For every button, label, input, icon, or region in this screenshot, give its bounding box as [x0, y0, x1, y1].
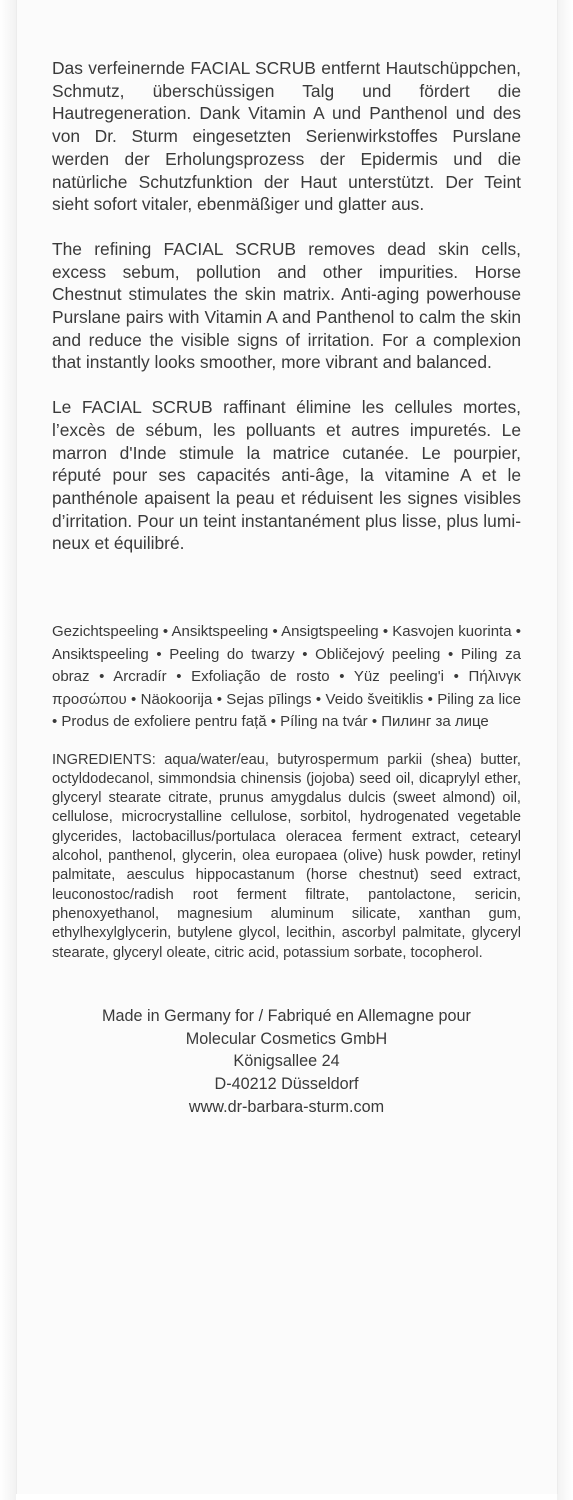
right-edge-shadow: [557, 0, 573, 1500]
city-address: D-40212 Düsseldorf: [214, 1074, 359, 1093]
product-name-translations: Gezichtspeeling • Ansiktspeeling • Ansigtspeeling • Kasvojen kuorinta • Ansiktspeeling • Peeling do twarzy • Obličejový peeling • Piling za obraz • Arcradír • Exfoliação de rosto • Yüz peeling'i • Πήλινγκ προσώπου • Näokoorija • Sejas pīlings • Veido šveitiklis • Piling za lice • Produs de exfoliere pentru față • Píling na tvár • Пилинг за лице: [52, 623, 521, 731]
ingredients-list: INGREDIENTS: aqua/water/eau, butyrospermum parkii (shea) butter, octyldodecanol, simmondsia chinensis (jojoba) seed oil, dicaprylyl ether, glyceryl stearate citrate, prunus amygdalus dulcis (sweet almond) oil, cellulose, microcrystalline cellulose, sorbitol, hydrogenated vegetable glycerides, lactobacillus/portulaca oleracea ferment extract, cetearyl alcohol, panthenol, glycerin, olea europaea (olive) husk powder, retinyl palmitate, aesculus hippocastanum (horse chestnut) seed extract, leuconostoc/radish root ferment filtrate, pantolactone, sericin, phenoxyethanol, magnesium aluminum silicate, xanthan gum, ethylhexylglycerin, butylene glycol, lecithin, ascorbyl palmitate, glyceryl stearate, glyceryl oleate, citric acid, potassium sorbate, tocopherol.: [52, 751, 521, 961]
website-link: www.dr-barbara-sturm.com: [188, 1097, 385, 1116]
street-address: Königsallee 24: [233, 1052, 340, 1071]
description-english: The refining FACIAL SCRUB removes dead skin cells, excess sebum, pollution and other impurities. Horse Chestnut stimulates the skin matrix. Anti-aging powerhouse Purslane pairs with Vitamin A and Panthenol to calm the skin and reduce the visible signs of irritation. For a complexion that instantly looks smoother, more vibrant and balanced.: [52, 238, 521, 373]
company-name: Molecular Cosmetics GmbH: [185, 1029, 388, 1048]
left-edge-shadow: [0, 0, 16, 1500]
description-french: Le FACIAL SCRUB raffinant élimine les cellules mortes, l’excès de sébum, les polluants et autres impuretés. Le marron d'Inde stimule la matrice cutanée. Le pourpier, réputé pour ses capacités anti-âge, la vitamine A et le panthénole apaisent la peau et réduisent les signes visibles d’irritation. Pour un teint instantanément plus lisse, plus lumineux et équilibré.: [52, 397, 521, 554]
made-in-line: Made in Germany for / Fabriqué en Allemagne pour: [102, 1006, 471, 1025]
label-content: [52, 57, 521, 1118]
manufacturer-info: [52, 1005, 521, 1119]
description-german: Das verfeinernde FACIAL SCRUB entfernt Hautschüppchen, Schmutz, überschüssigen Talg und fördert die Hautregeneration. Dank Vitamin A und Panthenol und des von Dr. Sturm eingesetzten Serienwirkstoffes Purslane werden der Erholungsprozess der Epidermis und die natürliche Schutzfunktion der Haut unterstützt. Der Teint sieht sofort vitaler, ebenmäßiger und glatter aus.: [52, 58, 521, 215]
